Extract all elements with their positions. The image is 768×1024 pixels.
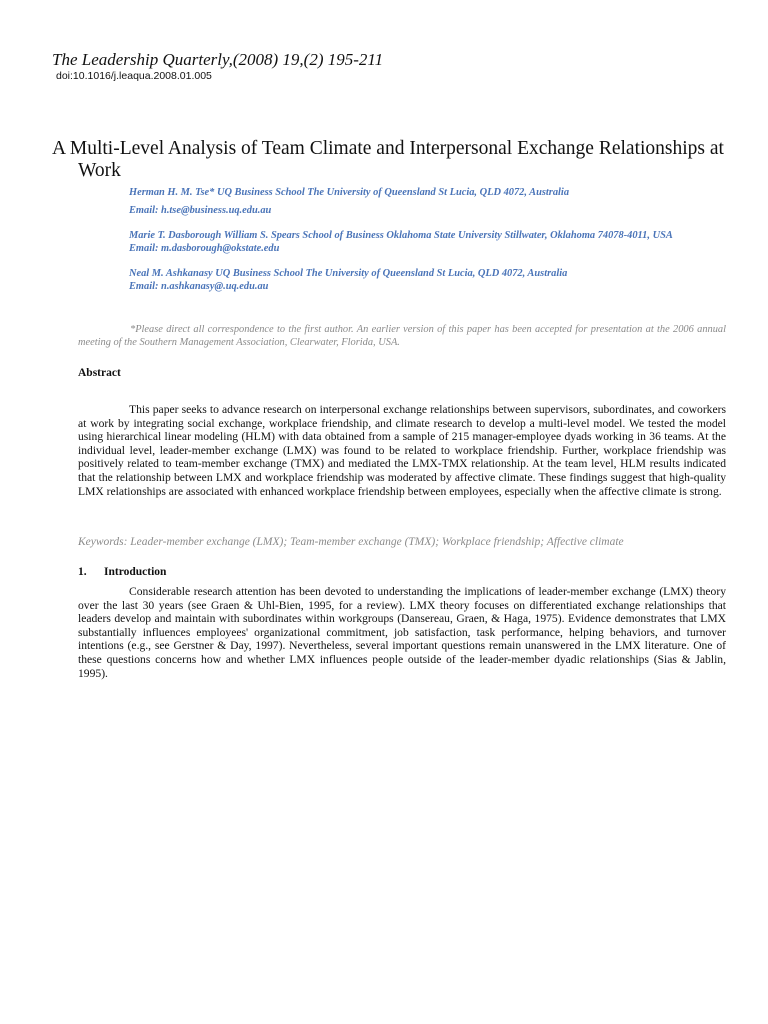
author-email: Email: m.dasborough@okstate.edu xyxy=(129,243,280,254)
author-block xyxy=(129,267,567,293)
correspondence-note: *Please direct all correspondence to the first author. An earlier version of this paper has been accepted for presentation at the 2006 annual meeting of the Southern Management Association, Clearwater, Florida, USA. xyxy=(78,324,726,348)
author-email: Email: n.ashkanasy@.uq.edu.au xyxy=(129,281,269,292)
author-email: Email: h.tse@business.uq.edu.au xyxy=(129,205,272,216)
paper-title: A Multi-Level Analysis of Team Climate and Interpersonal Exchange Relationships at Work xyxy=(52,138,724,181)
journal-citation: The Leadership Quarterly,(2008) 19,(2) 195-211 xyxy=(52,50,384,69)
author-affiliation: Marie T. Dasborough William S. Spears School of Business Oklahoma State University Stillwater, Oklahoma 74078-4011, USA xyxy=(129,230,673,241)
author-block xyxy=(129,186,569,217)
abstract-body: This paper seeks to advance research on interpersonal exchange relationships between supervisors, subordinates, and coworkers at work by integrating social exchange, workplace friendship, and climate research to develop a multi-level model. We tested the model using hierarchical linear modeling (HLM) with data obtained from a sample of 215 manager-employee dyads working in 36 teams. At the individual level, leader-member exchange (LMX) was found to be related to workplace friendship. Further, workplace friendship was positively related to team-member exchange (TMX) and mediated the LMX-TMX relationship. At the team level, HLM results indicated that the relationship between LMX and workplace friendship was moderated by affective climate. These findings suggest that high-quality LMX relationships are associated with enhanced workplace friendship between employees, especially when the affective climate is strong. xyxy=(78,403,726,498)
section-heading-introduction xyxy=(78,566,166,578)
doi: doi:10.1016/j.leaqua.2008.01.005 xyxy=(56,70,212,82)
author-affiliation: Herman H. M. Tse* UQ Business School The University of Queensland St Lucia, QLD 4072, Australia xyxy=(129,187,570,198)
introduction-body: Considerable research attention has been devoted to understanding the implications of leader-member exchange (LMX) theory over the last 30 years (see Graen & Uhl-Bien, 1995, for a review). LMX theory focuses on differentiated exchange relationships that leaders develop and maintain with subordinates within workgroups (Dansereau, Graen, & Haga, 1975). Evidence demonstrates that LMX substantially influences employees' organizational commitment, job satisfaction, task performance, helping behaviors, and turnover intentions (e.g., see Gerstner & Day, 1997). Nevertheless, several important questions remain unanswered in the LMX literature. One of these questions concerns how and whether LMX influences people outside of the leader-member dyadic relationships (Sias & Jablin, 1995). xyxy=(78,585,726,680)
section-number: 1. xyxy=(78,566,87,578)
keywords: Keywords: Leader-member exchange (LMX); Team-member exchange (TMX); Workplace friendship; Affective climate xyxy=(78,536,624,548)
abstract-heading: Abstract xyxy=(78,367,121,379)
author-affiliation: Neal M. Ashkanasy UQ Business School The University of Queensland St Lucia, QLD 4072, Australia xyxy=(129,268,568,279)
section-title: Introduction xyxy=(104,566,167,578)
author-block xyxy=(129,229,673,255)
